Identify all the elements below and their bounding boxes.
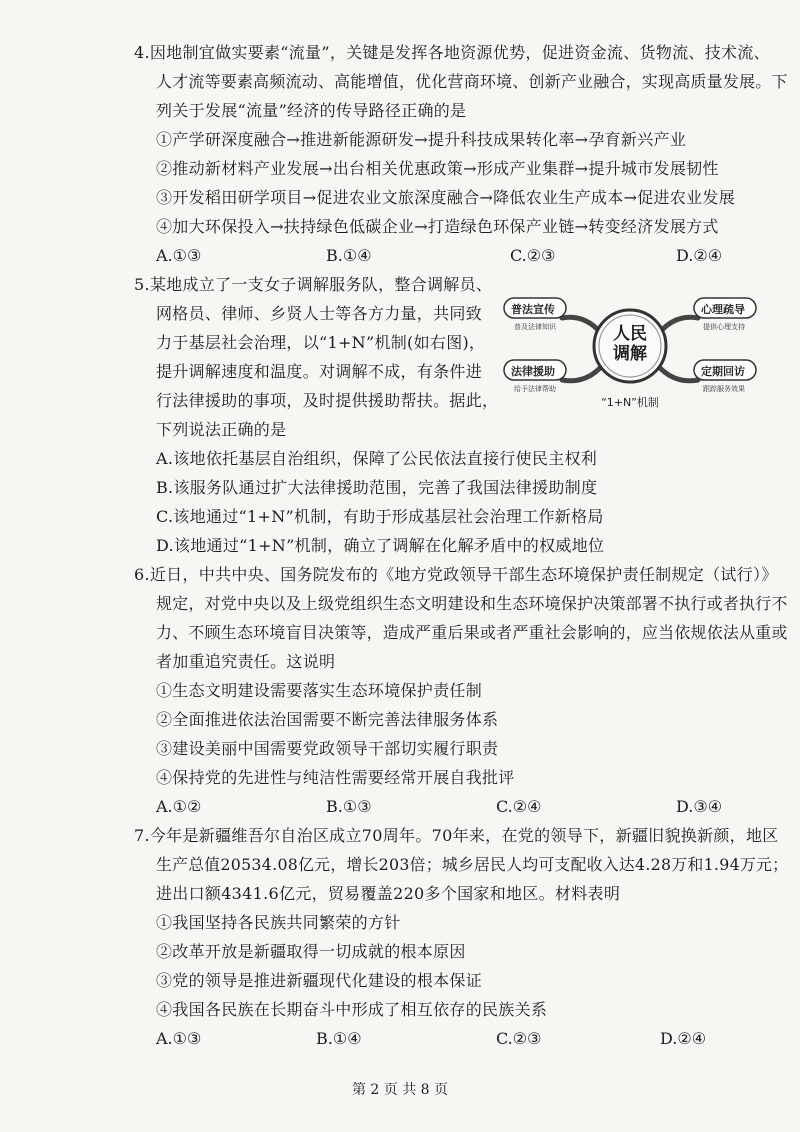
- q4-option-c: C.②③: [510, 246, 556, 265]
- q5-option-b: B.该服务队通过扩大法律援助范围，完善了我国法律援助制度: [156, 478, 598, 497]
- q5-line-5: 行法律援助的事项，及时提供援助帮扶。据此，: [156, 391, 499, 410]
- q4-statement-3: ③开发稻田研学项目→促进农业文旅深度融合→降低农业生产成本→促进农业发展: [156, 188, 736, 207]
- q4-line-2: 人才流等要素高频流动、高能增值，优化营商环境、创新产业融合，实现高质量发展。下: [156, 72, 788, 91]
- q6-line-4: 者加重追究责任。这说明: [156, 652, 336, 671]
- node-sub-legal-publicity: 普及法律知识: [514, 323, 556, 331]
- q6-line-1: 6.近日，中共中央、国务院发布的《地方党政领导干部生态环境保护责任制规定（试行）》: [134, 565, 778, 584]
- q6-statement-2: ②全面推进依法治国需要不断完善法律服务体系: [156, 710, 499, 729]
- q7-option-d: D.②④: [660, 1029, 707, 1048]
- q7-statement-2: ②改革开放是新疆取得一切成就的根本原因: [156, 942, 466, 961]
- q7-option-c: C.②③: [496, 1029, 542, 1048]
- diagram-caption: “1+N”机制: [601, 396, 659, 409]
- q5-line-4: 提升调解速度和温度。对调解不成，有条件进: [156, 362, 483, 381]
- q4-statement-1: ①产学研深度融合→推进新能源研发→提升科技成果转化率→孕育新兴产业: [156, 130, 687, 149]
- q4-statement-4: ④加大环保投入→扶持绿色低碳企业→打造绿色环保产业链→转变经济发展方式: [156, 217, 719, 236]
- node-sub-legal-aid: 给予法律帮助: [514, 385, 556, 393]
- q5-option-c: C.该地通过“1+N”机制，有助于形成基层社会治理工作新格局: [156, 507, 604, 526]
- q6-option-d: D.③④: [676, 797, 723, 816]
- node-title-legal-publicity: 普法宣传: [511, 303, 555, 316]
- page-footer: 第 2 页 共 8 页: [351, 1082, 449, 1098]
- q6-statement-3: ③建设美丽中国需要党政领导干部切实履行职责: [156, 739, 499, 758]
- q4-option-a: A.①③: [156, 246, 202, 265]
- node-title-follow-up: 定期回访: [701, 365, 745, 378]
- node-title-counseling: 心理疏导: [701, 303, 745, 316]
- q7-option-a: A.①③: [156, 1029, 202, 1048]
- q5-line-3: 力于基层社会治理，以“1+N”机制(如右图)，: [156, 333, 486, 352]
- q5-line-1: 5.某地成立了一支女子调解服务队，整合调解员、: [134, 275, 493, 294]
- q6-line-2: 规定，对党中央以及上级党组织生态文明建设和生态环境保护决策部署不执行或者执行不: [156, 594, 788, 613]
- q4-option-d: D.②④: [676, 246, 723, 265]
- q6-option-c: C.②④: [496, 797, 542, 816]
- q4-line-1: 4.因地制宜做实要素“流量”，关键是发挥各地资源优势，促进资金流、货物流、技术流、: [134, 43, 770, 62]
- q5-option-d: D.该地通过“1+N”机制，确立了调解在化解矛盾中的权威地位: [156, 536, 605, 555]
- q7-statement-1: ①我国坚持各民族共同繁荣的方针: [156, 913, 401, 932]
- q7-statement-4: ④我国各民族在长期奋斗中形成了相互依存的民族关系: [156, 1000, 548, 1019]
- q7-line-1: 7.今年是新疆维吾尔自治区成立70周年。70年来，在党的领导下，新疆旧貌换新颜，地区: [134, 826, 779, 845]
- node-sub-follow-up: 跟踪服务效果: [703, 385, 745, 393]
- q6-line-3: 力、不顾生态环境盲目决策等，造成严重后果或者严重社会影响的，应当依规依法从重或: [156, 623, 788, 642]
- diagram-center-title: [594, 324, 666, 364]
- q7-line-2: 生产总值20534.08亿元，增长203倍；城乡居民人均可支配收入达4.28万和1.94万元；: [156, 855, 789, 874]
- q5-line-2: 网格员、律师、乡贤人士等各方力量，共同致: [156, 304, 483, 323]
- q7-option-b: B.①④: [316, 1029, 362, 1048]
- q5-option-a: A.该地依托基层自治组织，保障了公民依法直接行使民主权利: [156, 449, 598, 468]
- q5-line-6: 下列说法正确的是: [156, 420, 287, 439]
- mechanism-diagram: [500, 288, 760, 416]
- q6-option-a: A.①②: [156, 797, 202, 816]
- center-line-2: 调解: [613, 344, 647, 364]
- q4-statement-2: ②推动新材料产业发展→出台相关优惠政策→形成产业集群→提升城市发展韧性: [156, 159, 719, 178]
- q4-option-b: B.①④: [326, 246, 372, 265]
- q6-option-b: B.①③: [326, 797, 372, 816]
- node-sub-counseling: 提供心理支持: [703, 323, 745, 331]
- node-title-legal-aid: 法律援助: [511, 365, 555, 378]
- q4-line-3: 列关于发展“流量”经济的传导路径正确的是: [156, 101, 467, 120]
- q7-statement-3: ③党的领导是推进新疆现代化建设的根本保证: [156, 971, 483, 990]
- center-line-1: 人民: [613, 324, 647, 344]
- q6-statement-1: ①生态文明建设需要落实生态环境保护责任制: [156, 681, 483, 700]
- q7-line-3: 进出口额4341.6亿元，贸易覆盖220多个国家和地区。材料表明: [156, 884, 621, 903]
- q6-statement-4: ④保持党的先进性与纯洁性需要经常开展自我批评: [156, 768, 515, 787]
